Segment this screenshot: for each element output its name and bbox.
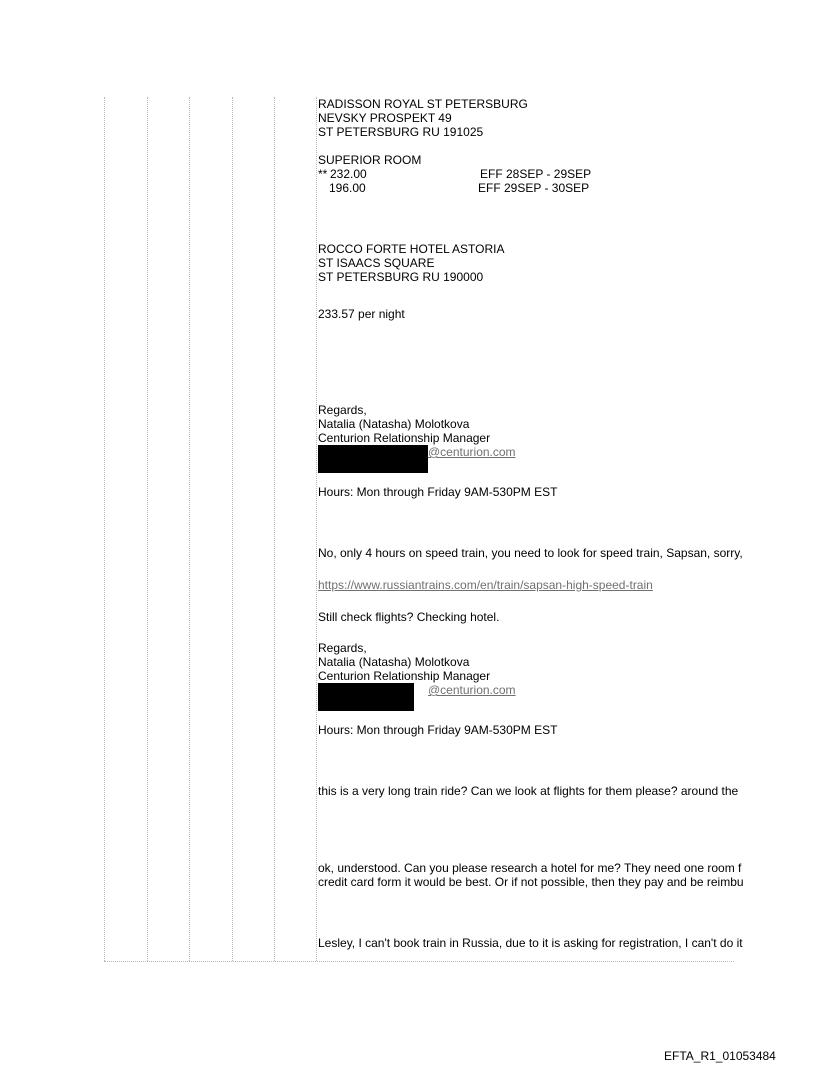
train-link[interactable]: https://www.russiantrains.com/en/train/sapsan-high-speed-train (318, 578, 653, 592)
message-long-train: this is a very long train ride? Can we look at flights for them please? around the (318, 784, 739, 798)
table-border-left (104, 97, 105, 961)
rate-marker: ** (318, 167, 328, 181)
signature-regards: Regards, (318, 641, 367, 655)
rate-row (318, 167, 592, 181)
signature-hours: Hours: Mon through Friday 9AM-530PM EST (318, 485, 558, 499)
rate-row (318, 181, 590, 195)
hotel-name: RADISSON ROYAL ST PETERSBURG (318, 97, 528, 111)
signature-name: Natalia (Natasha) Molotkova (318, 655, 470, 669)
message-line: credit card form it would be best. Or if not possible, then they pay and be reimbu (318, 875, 744, 889)
table-column-divider (189, 97, 190, 961)
signature-title: Centurion Relationship Manager (318, 669, 491, 683)
hotel-street: ST ISAACS SQUARE (318, 256, 435, 270)
signature-name: Natalia (Natasha) Molotkova (318, 417, 470, 431)
table-column-divider (232, 97, 233, 961)
redaction-box (318, 445, 428, 473)
rate-amount: 232.00 (330, 167, 367, 181)
hotel-city: ST PETERSBURG RU 191025 (318, 125, 484, 139)
table-column-divider (274, 97, 275, 961)
signature-block (318, 641, 516, 697)
signature-block (318, 403, 516, 459)
hotel-street: NEVSKY PROSPEKT 49 (318, 111, 452, 125)
message-still-check: Still check flights? Checking hotel. (318, 610, 500, 624)
rate-effective-dates: EFF 28SEP - 29SEP (480, 167, 592, 181)
hotel-name: ROCCO FORTE HOTEL ASTORIA (318, 242, 505, 256)
table-column-divider (316, 97, 317, 961)
signature-regards: Regards, (318, 403, 367, 417)
hotel-city: ST PETERSBURG RU 190000 (318, 270, 484, 284)
message-hotel-request (318, 861, 744, 889)
message-speed-train: No, only 4 hours on speed train, you need to look for speed train, Sapsan, sorry, (318, 546, 743, 560)
table-border-bottom (104, 961, 734, 962)
document-id: EFTA_R1_01053484 (664, 1049, 776, 1063)
signature-hours: Hours: Mon through Friday 9AM-530PM EST (318, 723, 558, 737)
table-column-divider (147, 97, 148, 961)
hotel-rate: 233.57 per night (318, 307, 405, 321)
rate-effective-dates: EFF 29SEP - 30SEP (478, 181, 590, 195)
hotel-astoria-block (318, 242, 504, 284)
signature-email (318, 683, 516, 697)
room-type: SUPERIOR ROOM (318, 153, 422, 167)
hotel-radisson-block (318, 97, 592, 195)
message-cant-book: Lesley, I can't book train in Russia, due to it is asking for registration, I can't do it (318, 936, 743, 950)
email-link[interactable]: @centurion.com (428, 445, 516, 459)
signature-email (318, 445, 516, 459)
rate-amount: 196.00 (329, 181, 366, 195)
email-link[interactable]: @centurion.com (428, 683, 516, 697)
signature-title: Centurion Relationship Manager (318, 431, 491, 445)
message-line: ok, understood. Can you please research a hotel for me? They need one room f (318, 861, 742, 875)
redaction-box (318, 683, 414, 711)
